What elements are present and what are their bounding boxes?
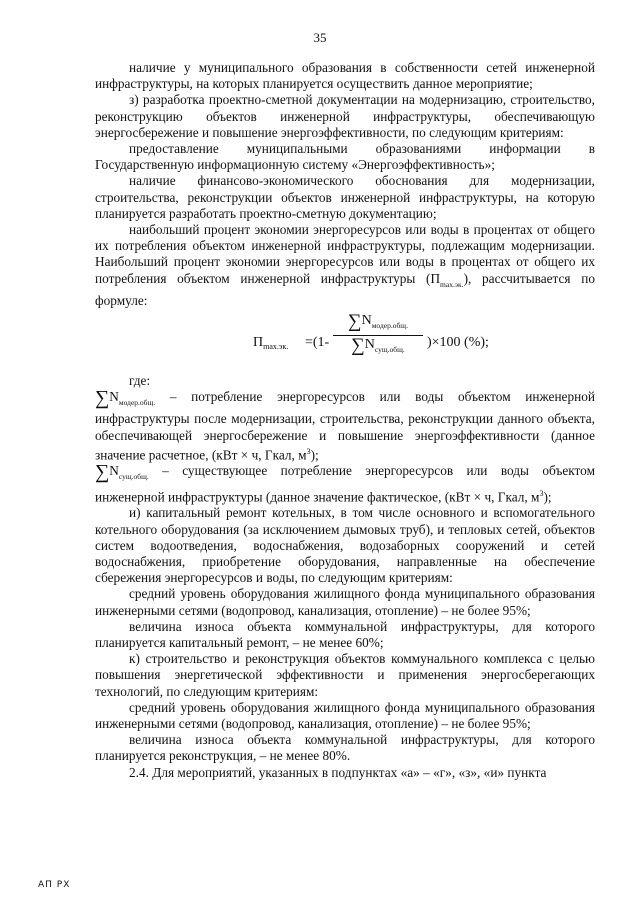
definition-main: N [109,463,119,479]
paragraph: и) капитальный ремонт котельных, в том числе основного и вспомогательного котельного оборудования (за исключением дымовых труб), и тепловых сетей, объектов систем водоотведения, водоснабжения, водозаборных сооружений и сетей водоснабжения, приобретение оборудования, направленные на обеспечение сбережения энергоресурсов и воды, по следующим критериям: [95,505,595,586]
definition-1 [95,389,595,463]
formula-numerator [333,313,423,336]
paragraph: величина износа объекта коммунальной инфраструктуры, для которого планируется капитальный ремонт, – не менее 60%; [95,618,595,650]
superscript: 3 [539,488,544,498]
paragraph: з) разработка проектно-сметной документации на модернизацию, строительство, реконструкцию объектов инженерной инфраструктуры, обеспечивающую энергосбережение и повышение энергоэффективности, по следующим критериям: [95,92,595,140]
definition-2 [95,463,595,505]
definition-sub: модер.общ. [118,398,156,408]
formula [95,311,595,371]
formula-lhs-sub: max.эк. [263,342,289,352]
symbol-paren-open: ( [426,270,431,286]
formula-tail: )×100 (%); [427,335,489,351]
paragraph: наличие финансово-экономического обоснования для модернизации, строительства, реконструкции объектов инженерной инфраструктуры, на которую планируется разработать проектно-сметную документацию; [95,173,595,221]
paragraph-text: наибольший процент экономии энергоресурсов или воды в процентах от общего их потребления объектом инженерной инфраструктуры, подлежащим модернизации. Наибольший процент экономии энергоресурсов или воды в процентах от общего их потребления объектом инженерной инфраструктуры [95,222,595,286]
definition-text: – потребление энергоресурсов или воды объектом инженерной инфраструктуры после модернизации, строительства, реконструкции данного объекта, обеспечивающей энергосбережение и повышение энергоэффективности (данное значение расчетное, (кВт × ч, Гкал, м [95,389,595,463]
symbol-subscript: max.эк. [440,279,464,289]
sigma-symbol: ∑ [351,335,365,357]
definition-text: – существующее потребление энергоресурсов или воды объектом инженерной инфраструктуры (данное значение фактическое, (кВт × ч, Гкал, м [95,463,595,505]
definition-end: ); [310,447,319,463]
paragraph-with-symbol [95,222,595,309]
paragraph: к) строительство и реконструкция объектов коммунального комплекса с целью повышения энергетической эффективности и применения энергосберегающих технологий, по следующим критериям: [95,651,595,699]
definition-end: ); [543,489,552,505]
paragraph: предоставление муниципальными образованиями информации в Государственную информационную систему «Энергоэффективность»; [95,141,595,173]
symbol-p: П [430,270,441,286]
superscript: 3 [306,446,311,456]
paragraph: 2.4. Для мероприятий, указанных в подпунктах «а» – «г», «з», «и» пункта [129,764,547,780]
sigma-symbol: ∑ [95,461,110,484]
document-body [95,60,595,781]
sigma-symbol: ∑ [348,311,362,333]
numerator-sub: модер.общ. [371,321,408,331]
definition-sub: сущ.общ. [118,472,149,482]
paragraph-tail: ), рассчитывается по формуле: [95,270,595,308]
paragraph: средний уровень оборудования жилищного фонда муниципального образования инженерными сетями (водопровод, канализация, отопление) – не более 95%; [95,699,595,731]
page-number: 35 [313,30,327,45]
definition-main: N [109,389,119,405]
numerator-main: N [361,313,372,329]
paragraph: средний уровень оборудования жилищного фонда муниципального образования инженерными сетями (водопровод, канализация, отопление) – не более 95%; [95,586,595,618]
formula-denominator [333,336,423,358]
formula-fraction [333,313,423,358]
formula-lhs-main: П [253,335,264,351]
definition-symbol [95,387,156,410]
paragraph: наличие у муниципального образования в собственности сетей инженерной инфраструктуры, на которых планируется осуществить данное мероприятие; [95,60,595,92]
denominator-sub: сущ.общ. [374,345,405,355]
definition-symbol [95,461,149,484]
where-label: где: [129,373,151,389]
footer-mark: АП РХ [38,880,71,890]
formula-eq-open: =(1- [305,335,330,351]
formula-lhs [253,335,288,355]
denominator-main: N [364,337,375,353]
sigma-symbol: ∑ [95,387,110,410]
paragraph: величина износа объекта коммунальной инфраструктуры, для которого планируется реконструкция, – не менее 80%. [95,732,595,764]
